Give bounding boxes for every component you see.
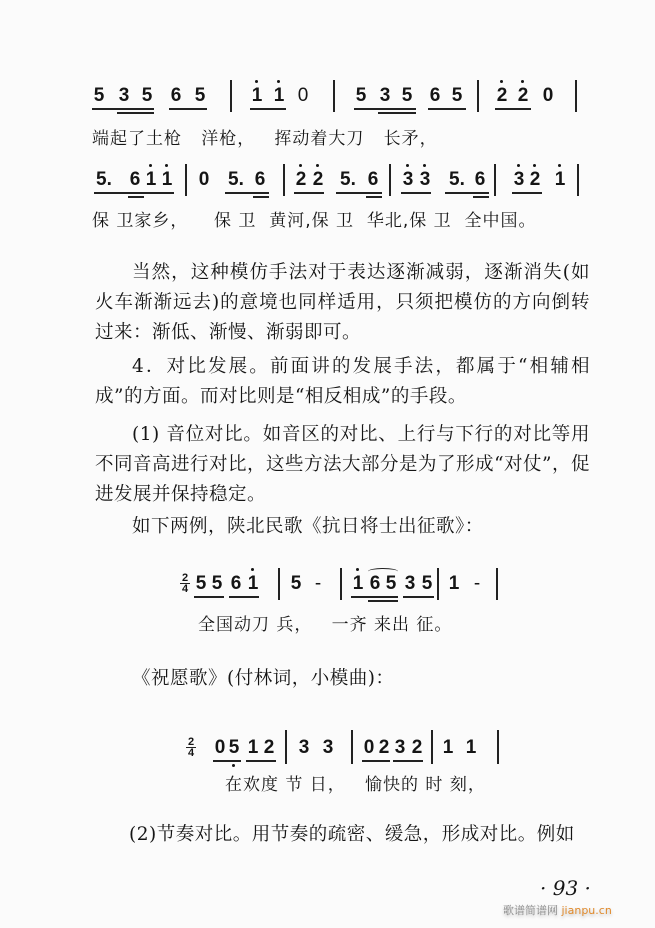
score2 bbox=[0, 564, 655, 604]
note: 6 bbox=[429, 85, 441, 106]
slur bbox=[368, 568, 398, 575]
barline bbox=[283, 164, 285, 196]
score1-line1-lyrics: 端起了土枪 洋枪， 挥动着大刀 长矛， bbox=[92, 129, 438, 149]
note: 6 bbox=[254, 169, 266, 190]
score3-lyrics: 在欢度 节 日， 愉快的 时 刻， bbox=[225, 775, 486, 795]
note: 5 bbox=[385, 573, 397, 594]
note: 6 bbox=[367, 169, 379, 190]
paragraph-text: 4．对比发展。前面讲的发展手法，都属于“相辅相成”的方面。而对比则是“相反相成”的手段。 bbox=[95, 356, 590, 407]
watermark-text: 歌谱简谱网 bbox=[503, 904, 558, 917]
barline bbox=[185, 164, 187, 196]
note: 1 bbox=[273, 85, 285, 106]
note: 0 bbox=[198, 169, 210, 190]
note: 2 bbox=[517, 85, 529, 106]
watermark bbox=[503, 902, 612, 918]
note: 5 bbox=[421, 573, 433, 594]
watermark-domain: jianpu.cn bbox=[561, 904, 612, 917]
barline bbox=[477, 80, 479, 112]
note: 3 bbox=[402, 169, 414, 190]
score1-line1 bbox=[0, 76, 655, 116]
note: 1 bbox=[161, 169, 173, 190]
barline bbox=[230, 80, 232, 112]
note: 1 bbox=[251, 85, 263, 106]
note: 5 bbox=[451, 85, 463, 106]
paragraph-3 bbox=[95, 420, 590, 510]
note: 2 bbox=[529, 169, 541, 190]
note: 1 bbox=[247, 737, 259, 758]
note: 2 bbox=[295, 169, 307, 190]
barline bbox=[494, 164, 496, 196]
score3 bbox=[0, 728, 655, 768]
note: 6 bbox=[129, 169, 141, 190]
note: 3 bbox=[394, 737, 406, 758]
note: 2 bbox=[312, 169, 324, 190]
note: 1 bbox=[352, 573, 364, 594]
time-signature: 2 4 bbox=[187, 736, 195, 759]
note: 3 bbox=[118, 85, 130, 106]
note: 0 bbox=[297, 85, 309, 106]
note: 5 bbox=[93, 85, 105, 106]
note: 3 bbox=[404, 573, 416, 594]
barline bbox=[577, 164, 579, 196]
note: 1 bbox=[247, 573, 259, 594]
barline bbox=[389, 164, 391, 196]
note: - bbox=[473, 573, 481, 594]
note: 1 bbox=[465, 737, 477, 758]
note: 2 bbox=[411, 737, 423, 758]
paragraph-2 bbox=[95, 352, 590, 412]
note: 6 bbox=[369, 573, 381, 594]
note: 1 bbox=[554, 169, 566, 190]
barline bbox=[333, 80, 335, 112]
note: 2 bbox=[263, 737, 275, 758]
note: 5 bbox=[141, 85, 153, 106]
note: 3 bbox=[513, 169, 525, 190]
note: 3 bbox=[419, 169, 431, 190]
note: 5 bbox=[195, 573, 207, 594]
page-number: · 93 · bbox=[540, 876, 591, 900]
note: 5 bbox=[211, 573, 223, 594]
note: 1 bbox=[442, 737, 454, 758]
note: - bbox=[314, 573, 322, 594]
note: 0 bbox=[542, 85, 554, 106]
barline bbox=[575, 80, 577, 112]
note: 3 bbox=[298, 737, 310, 758]
barline bbox=[496, 568, 498, 600]
paragraph-6 bbox=[95, 820, 590, 850]
barline bbox=[278, 568, 280, 600]
paragraph-text: (2)节奏对比。用节奏的疏密、缓急，形成对比。例如 bbox=[129, 824, 575, 845]
barline bbox=[340, 568, 342, 600]
note: 1 bbox=[145, 169, 157, 190]
barline bbox=[351, 730, 353, 764]
score1-line2 bbox=[0, 160, 655, 200]
barline bbox=[437, 568, 439, 600]
note: 1 bbox=[448, 573, 460, 594]
note: 5 bbox=[290, 573, 302, 594]
paragraph-5 bbox=[95, 664, 590, 694]
score2-lyrics: 全国动刀 兵， 一齐 来出 征。 bbox=[198, 615, 453, 635]
note: 2 bbox=[378, 737, 390, 758]
score1-line2-lyrics: 保 卫家乡， 保 卫 黄河,保 卫 华北,保 卫 全中国。 bbox=[92, 211, 537, 231]
note: 5 bbox=[228, 737, 240, 758]
note: 5. bbox=[96, 169, 112, 190]
paragraph-text: 如下两例，陕北民歌《抗日将士出征歌》： bbox=[132, 516, 484, 537]
barline bbox=[497, 730, 499, 764]
note: 6 bbox=[230, 573, 242, 594]
note: 3 bbox=[322, 737, 334, 758]
paragraph-text: 当然，这种模仿手法对于表达逐渐减弱，逐渐消失(如火车渐渐远去)的意境也同样适用，只须把模仿的方向倒转过来：渐低、渐慢、渐弱即可。 bbox=[95, 262, 590, 343]
paragraph-text: 《祝愿歌》(付林词，小模曲)： bbox=[132, 668, 395, 689]
note: 0 bbox=[363, 737, 375, 758]
barline bbox=[431, 730, 433, 764]
note: 5. bbox=[449, 169, 465, 190]
note: 5. bbox=[340, 169, 356, 190]
note: 2 bbox=[496, 85, 508, 106]
barline bbox=[285, 730, 287, 764]
note: 5 bbox=[401, 85, 413, 106]
note: 6 bbox=[474, 169, 486, 190]
paragraph-1 bbox=[95, 258, 590, 348]
note: 0 bbox=[214, 737, 226, 758]
paragraph-text: (1) 音位对比。如音区的对比、上行与下行的对比等用不同音高进行对比，这些方法大部分是为了形成“对仗”，促进发展并保持稳定。 bbox=[95, 424, 590, 505]
note: 5 bbox=[355, 85, 367, 106]
note: 6 bbox=[170, 85, 182, 106]
time-signature: 2 4 bbox=[181, 572, 189, 595]
note: 3 bbox=[379, 85, 391, 106]
note: 5. bbox=[228, 169, 244, 190]
paragraph-4 bbox=[95, 512, 590, 542]
note: 5 bbox=[194, 85, 206, 106]
